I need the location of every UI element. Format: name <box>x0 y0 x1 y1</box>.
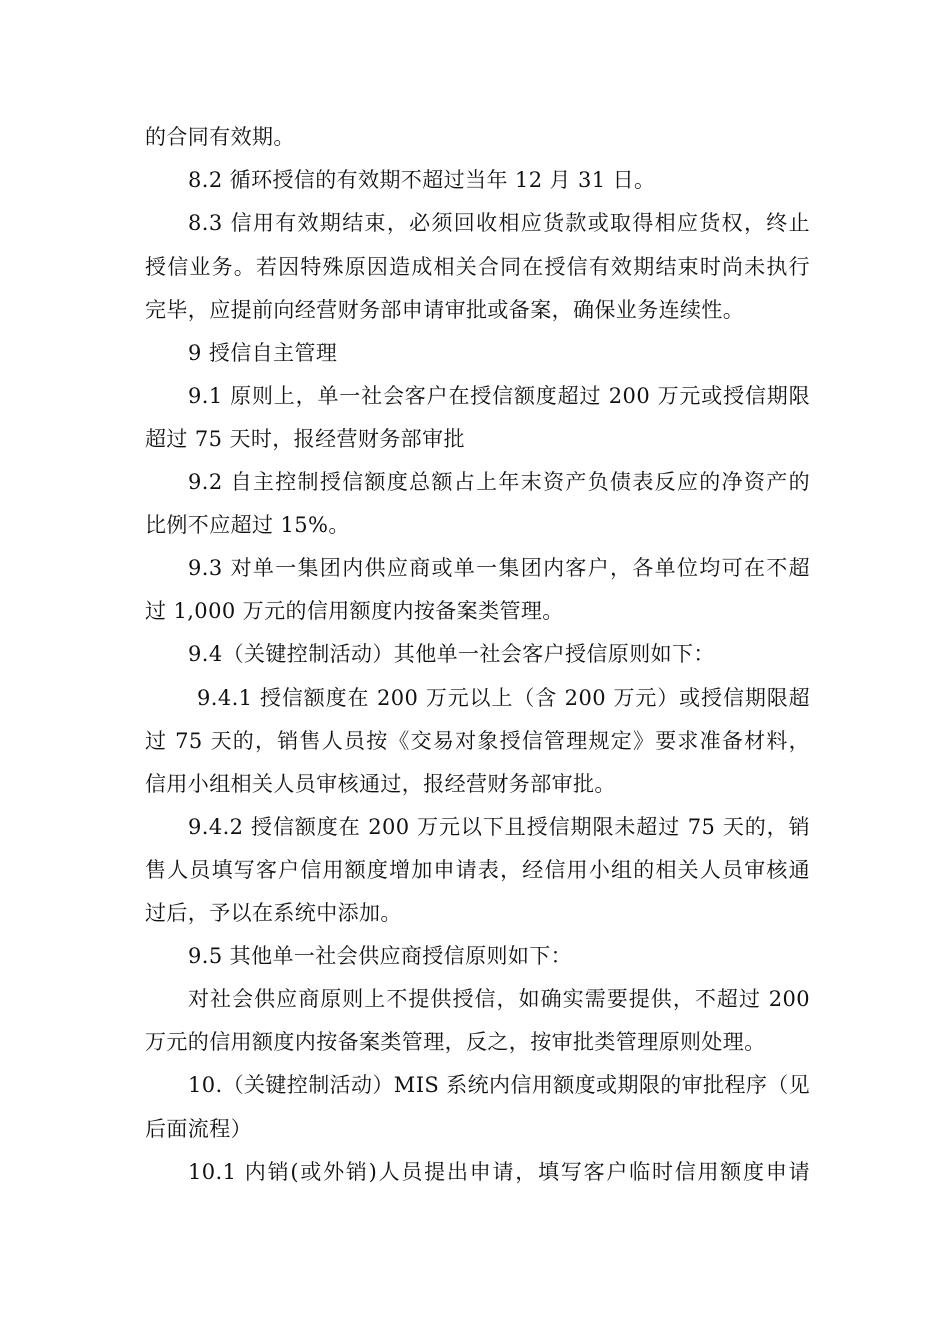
text-line: 信用小组相关人员审核通过，报经营财务部审批。 <box>145 772 616 796</box>
text-line: 9.1 原则上，单一社会客户在授信额度超过 200 万元或授信期限 <box>188 384 810 408</box>
text-line: 9.5 其他单一社会供应商授信原则如下： <box>188 944 573 968</box>
text-line: 过 1,000 万元的信用额度内按备案类管理。 <box>145 599 564 623</box>
text-line: 完毕，应提前向经营财务部申请审批或备案，确保业务连续性。 <box>145 298 745 322</box>
text-line: 8.2 循环授信的有效期不超过当年 12 月 31 日。 <box>188 168 656 192</box>
text-line: 售人员填写客户信用额度增加申请表，经信用小组的相关人员审核通 <box>145 858 810 882</box>
text-line: 授信业务。若因特殊原因造成相关合同在授信有效期结束时尚未执行 <box>145 255 810 279</box>
text-line: 过 75 天的，销售人员按《交易对象授信管理规定》要求准备材料， <box>145 729 810 753</box>
text-line: 万元的信用额度内按备案类管理，反之，按审批类管理原则处理。 <box>145 1030 766 1054</box>
text-line: 超过 75 天时，报经营财务部审批 <box>145 427 465 451</box>
text-line: 8.3 信用有效期结束，必须回收相应货款或取得相应货权，终止 <box>188 211 810 235</box>
text-line: 的合同有效期。 <box>145 125 295 149</box>
text-line: 9.4（关键控制活动）其他单一社会客户授信原则如下： <box>188 642 715 666</box>
text-line: 9.3 对单一集团内供应商或单一集团内客户，各单位均可在不超 <box>188 556 810 580</box>
text-line: 10.（关键控制活动）MIS 系统内信用额度或期限的审批程序（见 <box>188 1073 811 1097</box>
text-line: 10.1 内销(或外销)人员提出申请，填写客户临时信用额度申请 <box>188 1160 810 1184</box>
text-line: 9.2 自主控制授信额度总额占上年末资产负债表反应的净资产的 <box>188 470 810 494</box>
section-heading: 9 授信自主管理 <box>188 341 338 365</box>
text-line: 对社会供应商原则上不提供授信，如确实需要提供，不超过 200 <box>188 987 810 1011</box>
text-line: 后面流程） <box>145 1117 252 1141</box>
text-line: 9.4.1 授信额度在 200 万元以上（含 200 万元）或授信期限超 <box>197 686 810 710</box>
text-line: 9.4.2 授信额度在 200 万元以下且授信期限未超过 75 天的，销 <box>188 815 810 839</box>
text-line: 比例不应超过 15%。 <box>145 513 350 537</box>
text-line: 过后，予以在系统中添加。 <box>145 901 402 925</box>
